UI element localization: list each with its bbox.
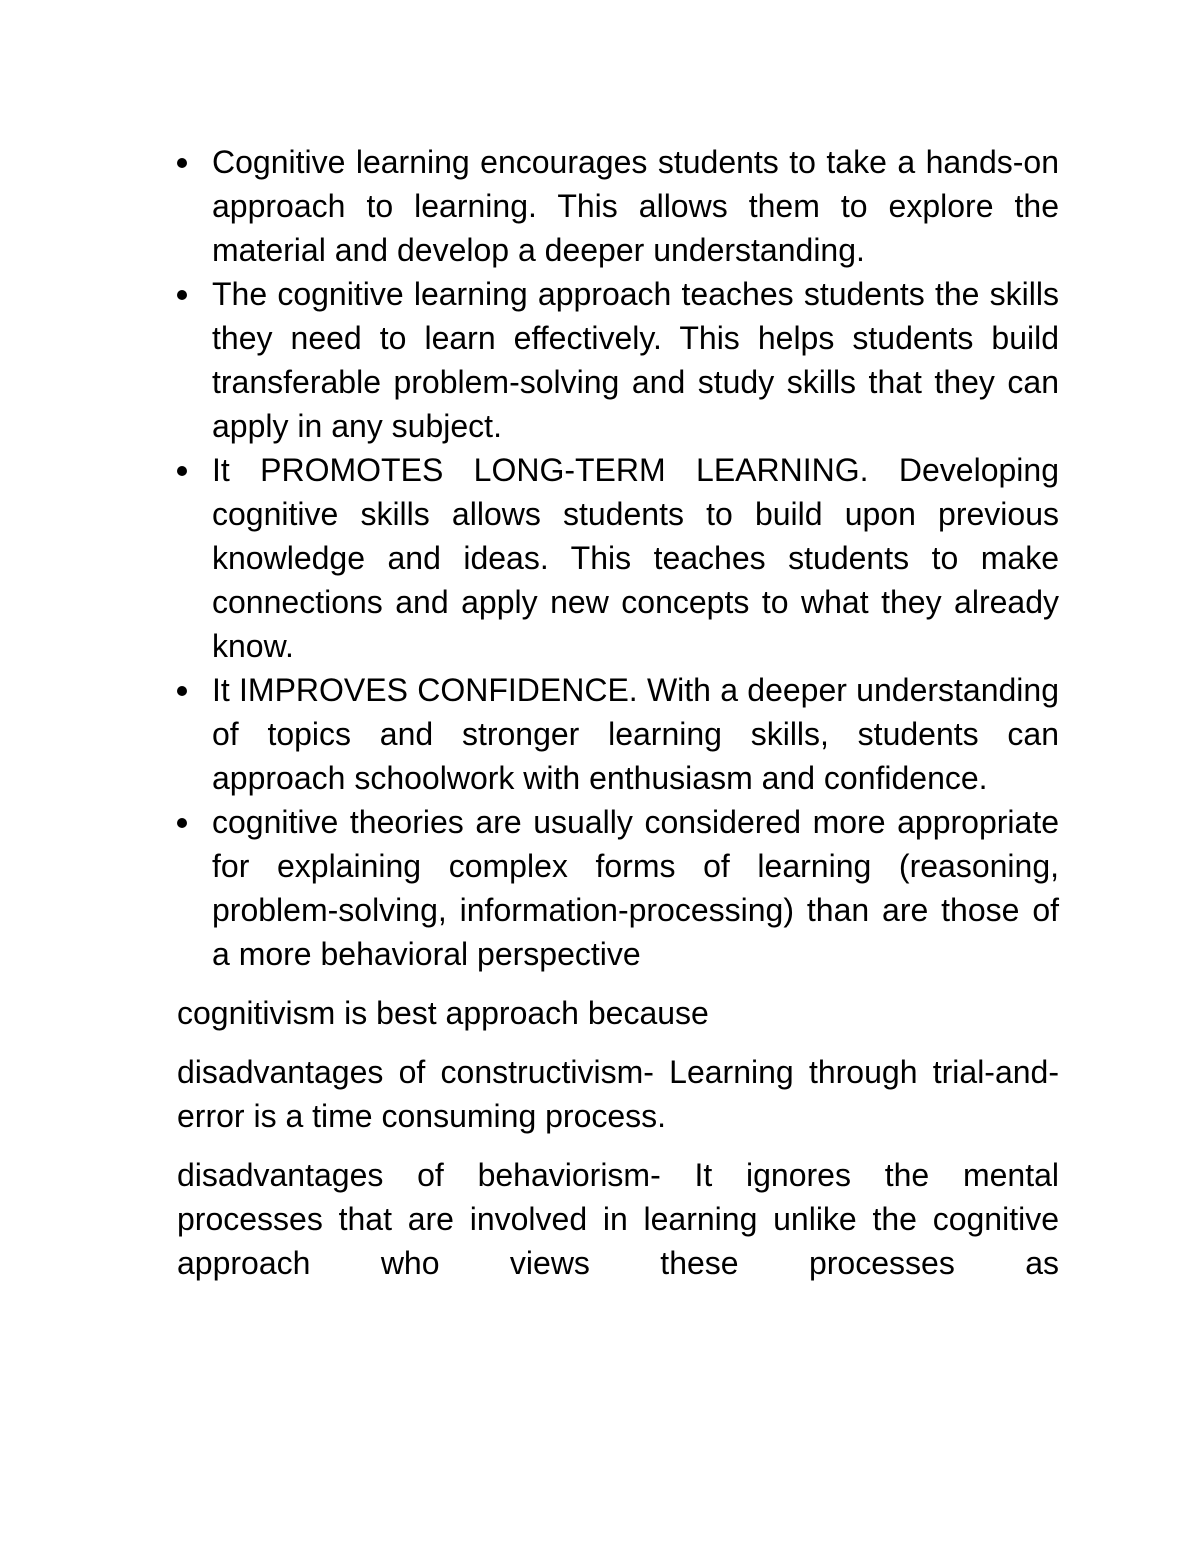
list-item <box>177 668 1059 800</box>
list-item-text: Cognitive learning encourages students to take a hands-on approach to learning. This allows them to explore the material and develop a deeper understanding. <box>212 144 1059 268</box>
list-item <box>177 140 1059 272</box>
list-item <box>177 272 1059 448</box>
paragraph-constructivism: disadvantages of constructivism- Learning through trial-and-error is a time consuming process. <box>177 1054 1059 1134</box>
list-item-text: It PROMOTES LONG-TERM LEARNING. Developing cognitive skills allows students to build upon previous knowledge and ideas. This teaches students to make connections and apply new concepts to what they already know. <box>212 452 1059 664</box>
list-item <box>177 448 1059 668</box>
bullet-icon <box>177 466 187 476</box>
list-item-text: The cognitive learning approach teaches students the skills they need to learn effectively. This helps students build transferable problem-solving and study skills that they can apply in any subject. <box>212 276 1059 444</box>
list-item-text: cognitive theories are usually considered more appropriate for explaining complex forms of learning (reasoning, problem-solving, information-processing) than are those of a more behavioral perspective <box>212 804 1059 972</box>
bullet-list <box>177 140 1059 976</box>
list-item <box>177 800 1059 976</box>
paragraph-behaviorism: disadvantages of behaviorism- It ignores the mental processes that are involved in learning unlike the cognitive approach who views these processes as <box>177 1157 1059 1281</box>
bullet-icon <box>177 818 187 828</box>
list-item-text: It IMPROVES CONFIDENCE. With a deeper understanding of topics and stronger learning skills, students can approach schoolwork with enthusiasm and confidence. <box>212 672 1059 796</box>
bullet-icon <box>177 158 187 168</box>
bullet-icon <box>177 290 187 300</box>
bullet-icon <box>177 686 187 696</box>
document-body <box>177 140 1059 1285</box>
paragraph-cognitivism: cognitivism is best approach because <box>177 995 709 1031</box>
